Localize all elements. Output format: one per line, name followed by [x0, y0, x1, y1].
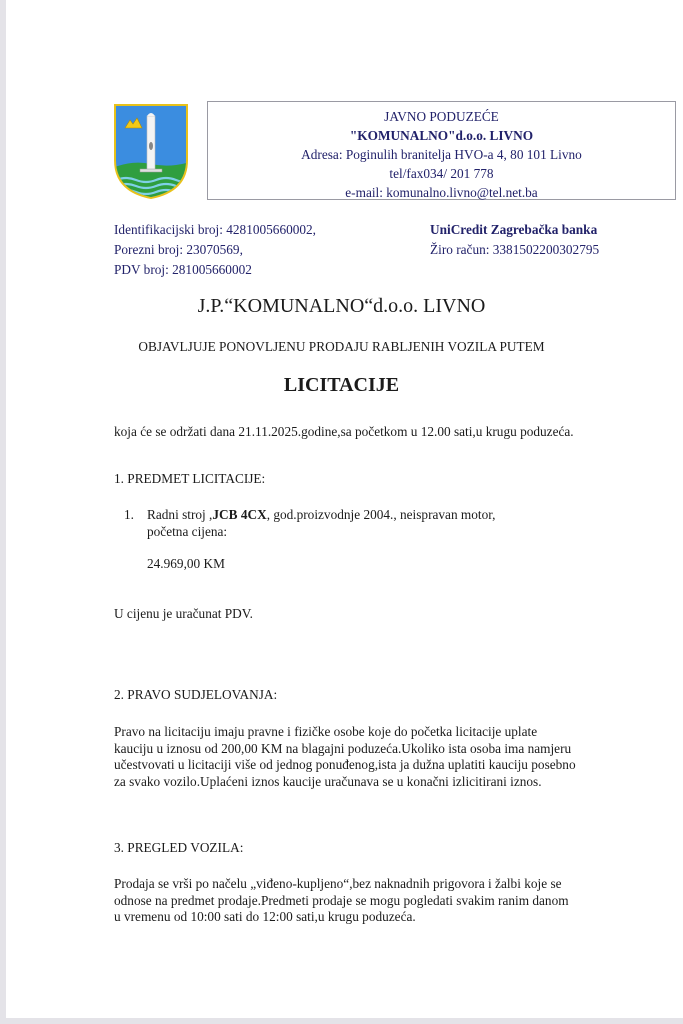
section1-heading: 1. PREDMET LICITACIJE:	[114, 471, 266, 486]
org-name: "KOMUNALNO"d.o.o. LIVNO	[349, 128, 534, 143]
item-suffix: , god.proizvodnje 2004., neispravan motor,	[266, 507, 496, 522]
bank-account: Žiro račun: 3381502200302795	[430, 242, 600, 257]
company-title: J.P.“KOMUNALNO“d.o.o. LIVNO	[197, 295, 486, 317]
item-prefix: Radni stroj ,	[147, 507, 213, 522]
section2-line: za svako vozilo.Uplaćeni iznos kaucije uračunava se u konačni izlicitirani iznos.	[114, 773, 542, 789]
auction-heading: LICITACIJE	[283, 374, 400, 396]
section2-line: učestvovati u licitaciji više od jednog ponuđenog,ista ja dužna uplatiti kauciju posebno	[114, 757, 576, 772]
section3-line: odnose na predmet prodaje.Predmeti prodaje se mogu pogledati svakim ranim danom	[114, 892, 569, 908]
item-description	[147, 507, 495, 524]
item-model: JCB 4CX	[212, 507, 267, 522]
bank-name: UniCredit Zagrebačka banka	[430, 222, 598, 237]
section3-body	[114, 876, 569, 926]
id-number: Identifikacijski broj: 4281005660002,	[114, 222, 317, 237]
bank-info	[430, 220, 599, 260]
coat-of-arms-icon	[112, 102, 190, 200]
org-email: e-mail: komunalno.livno@tel.net.ba	[345, 185, 538, 200]
section2-line: Pravo na licitaciju imaju pravne i fizičke osobe koje do početka licitacije uplate	[114, 724, 538, 739]
company-identifiers	[114, 220, 316, 280]
vat-number: PDV broj: 281005660002	[114, 262, 252, 277]
section2-body	[114, 724, 576, 790]
auction-date-line: koja će se održati dana 21.11.2025.godine,sa početkom u 12.00 sati,u krugu poduzeća.	[114, 424, 574, 439]
vat-note: U cijenu je uračunat PDV.	[114, 606, 253, 621]
announcement-line: OBJAVLJUJE PONOVLJENU PRODAJU RABLJENIH VOZILA PUTEM	[138, 339, 545, 354]
tax-number: Porezni broj: 23070569,	[114, 242, 243, 257]
org-type: JAVNO PODUZEĆE	[384, 109, 499, 124]
section2-line: kauciju u iznosu od 200,00 KM na blagajni poduzeća.Ukoliko ista osoba ima namjeru	[114, 740, 572, 756]
section3-line: u vremenu od 10:00 sati do 12:00 sati,u krugu poduzeća.	[114, 909, 416, 924]
company-header-box	[207, 101, 676, 200]
section3-line: Prodaja se vrši po načelu „viđeno-kupljeno“,bez naknadnih prigovora i žalbi koje se	[114, 876, 562, 891]
item-number: 1.	[124, 507, 134, 522]
section2-heading: 2. PRAVO SUDJELOVANJA:	[114, 687, 278, 702]
org-phone: tel/fax034/ 201 778	[389, 166, 494, 181]
item-price-label: početna cijena:	[147, 524, 228, 539]
org-address: Adresa: Poginulih branitelja HVO-a 4, 80 101 Livno	[301, 147, 582, 162]
section3-heading: 3. PREGLED VOZILA:	[114, 840, 244, 855]
item-price: 24.969,00 KM	[147, 556, 225, 571]
